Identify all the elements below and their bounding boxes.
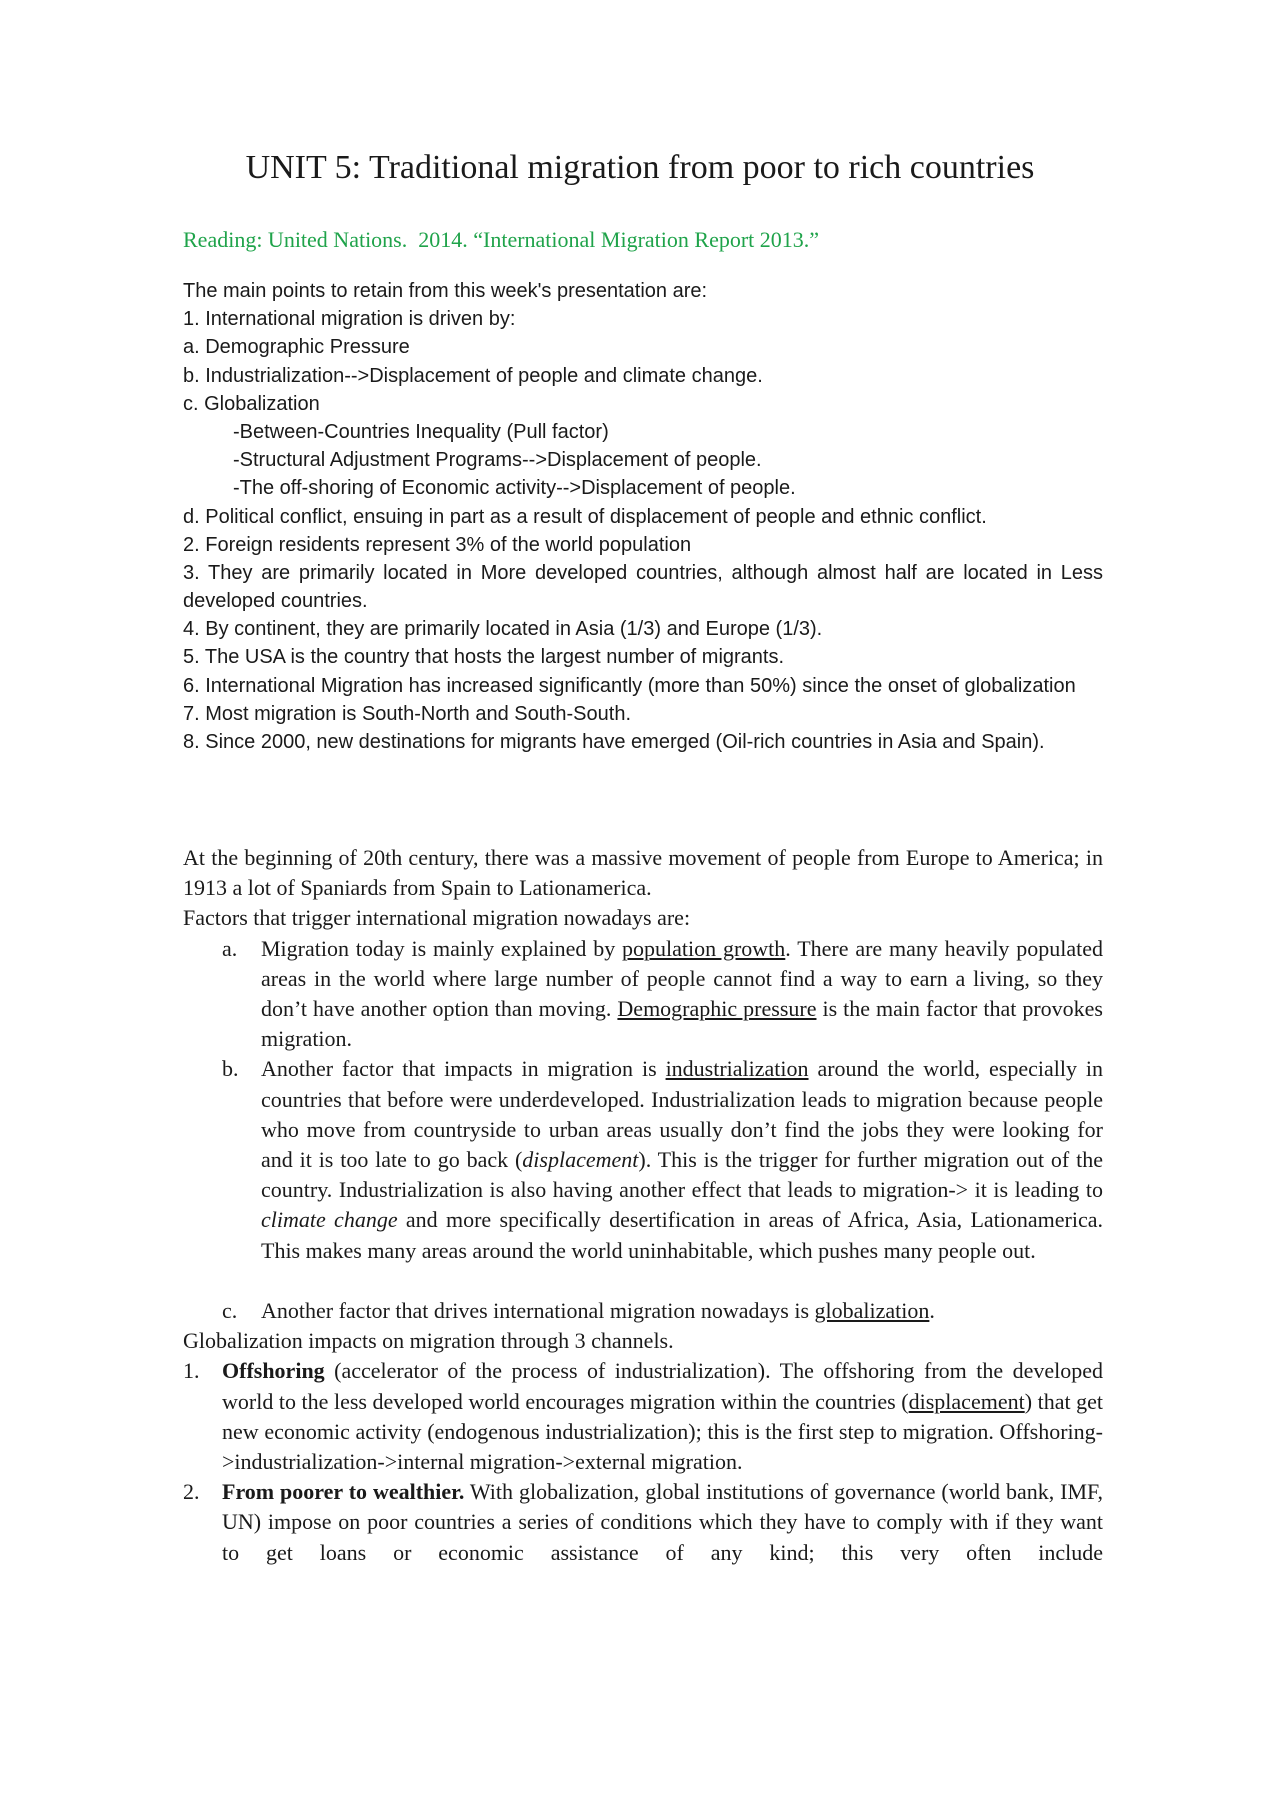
summary-point-1a: a. Demographic Pressure [183,336,410,359]
underlined-term: industrialization [665,1056,809,1082]
summary-point-1b: b. Industrialization-->Displacement of people and climate change. [183,364,763,387]
summary-point-1d: d. Political conflict, ensuing in part as a result of displacement of people and ethnic conflict. [183,505,987,528]
spacer [183,1266,1103,1296]
summary-intro: The main points to retain from this week's presentation are: [183,280,708,302]
list-marker-1: 1. [183,1358,200,1384]
summary-point-4: 4. By continent, they are primarily located in Asia (1/3) and Europe (1/3). [183,618,823,641]
summary-point-1c: c. Globalization [183,392,320,415]
bold-heading: From poorer to wealthier. [222,1479,465,1505]
summary-point-1: 1. International migration is driven by: [183,308,516,331]
list-item-a: a. Migration today is mainly explained by population growth. There are many heavily populated areas in the world where large number of people cannot find a way to earn a living, so they don’t have another option than moving. Demographic pressure is the main factor that provokes migration. [222,935,1103,1052]
list-item-b: b. Another factor that impacts in migration is industrialization around the world, especially in countries that before were underdeveloped. Industrialization leads to migration because people who move from countryside to urban areas usually don’t find the jobs they were looking for and it is too late to go back (displacement). This is the trigger for further migration out of the country. Industrialization is also having another effect that leads to migration-> it is leading to climate change and more specifically desertification in areas of Africa, Asia, Lationamerica. This makes many areas around the world uninhabitable, which pushes many people out. [222,1056,1103,1263]
numbered-item-2: 2. From poorer to wealthier. With globalization, global institutions of governance (world bank, IMF, UN) impose on poor countries a series of conditions which they have to comply with if they want to get loans or economic assistance of any kind; this very often include [183,1479,1104,1565]
list-marker-c: c. [222,1298,238,1324]
italic-term: climate change [261,1207,398,1233]
summary-point-5: 5. The USA is the country that hosts the largest number of migrants. [183,646,785,669]
bold-heading: Offshoring [222,1358,325,1384]
numbered-item-1: 1. Offshoring (accelerator of the process of industrialization). The offshoring from the developed world to the less developed world encourages migration within the countries (displacement) that get new economic activity (endogenous industrialization); this is the first step to migration. Offshoring->industrialization->internal migration->external migration. [183,1358,1103,1475]
paragraph-channels-intro: Globalization impacts on migration through 3 channels. [183,1328,674,1354]
summary-point-7: 7. Most migration is South-North and South-South. [183,702,632,725]
underlined-term: population growth [622,935,786,961]
summary-point-3: 3. They are primarily located in More developed countries, although almost half are located in Less developed countries. [183,561,1103,613]
summary-point-6: 6. International Migration has increased significantly (more than 50%) since the onset of globalization [183,674,1076,697]
summary-point-1c-sub1: -Between-Countries Inequality (Pull factor) [233,420,609,443]
summary-point-8: 8. Since 2000, new destinations for migrants have emerged (Oil-rich countries in Asia and Spain). [183,731,1045,754]
summary-point-1c-sub3: -The off-shoring of Economic activity-->Displacement of people. [233,477,796,500]
summary-points [183,277,1103,756]
paragraph-history: At the beginning of 20th century, there was a massive movement of people from Europe to America; in 1913 a lot of Spaniards from Spain to Lationamerica. [183,845,1103,901]
body-text [183,843,1103,1568]
underlined-term: Demographic pressure [617,996,817,1022]
list-marker-b: b. [222,1056,239,1082]
underlined-term: displacement [908,1388,1025,1414]
list-item-c: c. Another factor that drives international migration nowadays is globalization. [183,1296,1103,1326]
underlined-term: globalization [814,1298,930,1324]
italic-term: displacement [522,1147,639,1173]
reading-reference: Reading: United Nations. 2014. “International Migration Report 2013.” [183,227,820,252]
summary-point-2: 2. Foreign residents represent 3% of the world population [183,533,692,556]
list-marker-a: a. [222,935,238,961]
paragraph-factors-intro: Factors that trigger international migration nowadays are: [183,905,691,931]
page-title: UNIT 5: Traditional migration from poor to rich countries [245,149,1035,186]
summary-point-1c-sub2: -Structural Adjustment Programs-->Displacement of people. [233,449,762,472]
list-marker-2: 2. [183,1479,200,1505]
